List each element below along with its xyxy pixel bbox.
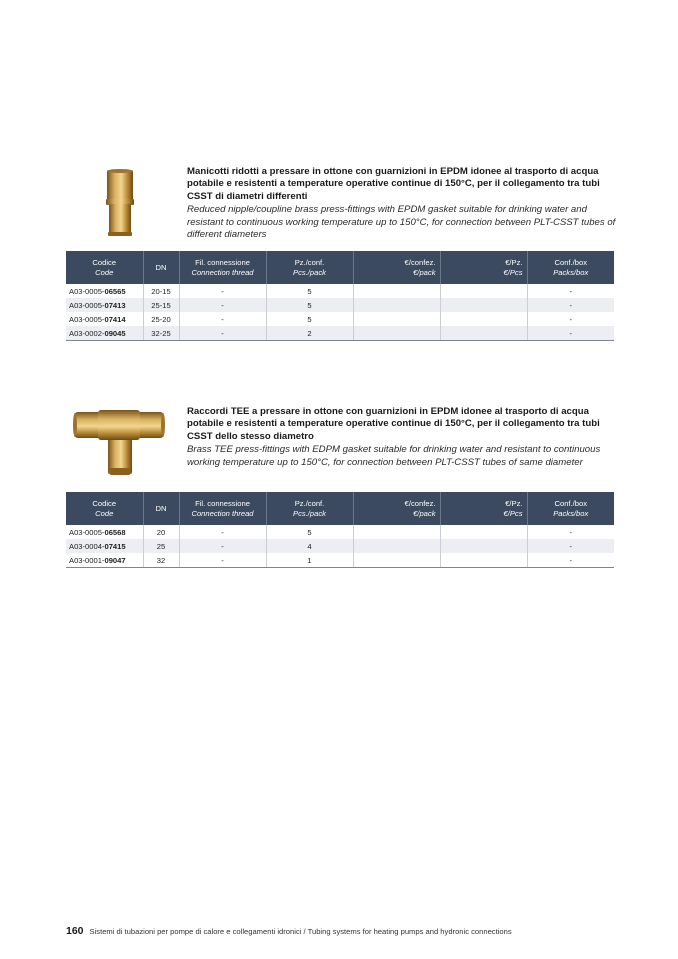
header-code: Codice Code (66, 251, 143, 284)
cell-pcs: 5 (266, 525, 353, 539)
cell-box: - (569, 314, 573, 324)
cell-code: A03-0004-07415 (66, 539, 143, 553)
cell-pcs: 2 (266, 326, 353, 341)
description-english: Reduced nipple/coupline brass press-fittings with EPDM gasket suitable for drinking water and resistant to continuous working temperature up to 150°C, for connection between PLT-CSST tubes of different diameters (187, 204, 616, 241)
cell-code: A03-0005-07414 (66, 312, 143, 326)
cell-box: - (569, 286, 573, 296)
cell-box: - (527, 539, 614, 553)
cell-thread: - (179, 284, 266, 298)
product-table (66, 492, 614, 568)
header-price-pack: €/confez. €/pack (353, 492, 440, 525)
cell-thread: - (179, 326, 266, 341)
cell-pcs: 5 (266, 298, 353, 312)
header-code: Codice Code (66, 492, 143, 525)
cell-price-pcs (440, 298, 527, 312)
cell-pcs: 4 (266, 539, 353, 553)
header-packs-box: Conf./box Packs/box (527, 492, 614, 525)
cell-code: A03-0005-07413 (66, 298, 143, 312)
header-pcs-pack: Pz./conf. Pcs./pack (266, 492, 353, 525)
header-packs-box: Conf./box Packs/box (527, 251, 614, 284)
cell-code: A03-0005-06568 (66, 525, 143, 539)
cell-thread: - (179, 553, 266, 568)
cell-thread: - (179, 539, 266, 553)
table-row (66, 326, 614, 341)
table-row (66, 284, 614, 298)
table-row (66, 298, 614, 312)
header-price-pack: €/confez. €/pack (353, 251, 440, 284)
description-italian: Manicotti ridotti a pressare in ottone con guarnizioni in EPDM idonee al trasporto di acqua potabile e resistenti a temperature operative continue di 150°C, per il collegamento tra tubi CSST di diametri differenti (187, 166, 600, 202)
cell-price-pcs (440, 525, 527, 539)
table-row (66, 553, 614, 568)
cell-box: - (527, 553, 614, 568)
cell-dn: 25 (143, 539, 179, 553)
table-row (66, 312, 614, 326)
cell-thread: - (179, 298, 266, 312)
cell-code: A03-0005-06565 (66, 284, 143, 298)
header-price-pcs: €/Pz. €/Pcs (440, 251, 527, 284)
cell-dn: 32 (143, 553, 179, 568)
cell-price-pcs (440, 312, 527, 326)
cell-price-pack (353, 525, 440, 539)
product-description (187, 166, 617, 241)
cell-price-pcs (440, 553, 527, 568)
product-table (66, 251, 614, 341)
description-english: Brass TEE press-fittings with EDPM gasket suitable for drinking water and resistant to continuous working temperature up to 150°C, for connection between PLT-CSST tubes of same diameter (187, 444, 601, 468)
cell-code: A03-0001-09047 (66, 553, 143, 568)
cell-price-pack (353, 553, 440, 568)
cell-price-pack (353, 539, 440, 553)
header-pcs-pack: Pz./conf. Pcs./pack (266, 251, 353, 284)
cell-box: - (569, 527, 573, 537)
cell-pcs: 5 (266, 284, 353, 298)
cell-thread: - (179, 525, 266, 539)
header-price-pcs: €/Pz. €/Pcs (440, 492, 527, 525)
cell-box: - (527, 298, 614, 312)
cell-thread: - (179, 312, 266, 326)
table-row (66, 539, 614, 553)
table-header-row (66, 492, 614, 525)
cell-price-pcs (440, 326, 527, 341)
cell-pcs: 1 (266, 553, 353, 568)
header-dn: DN (143, 251, 179, 284)
reduced-nipple-image (100, 168, 140, 240)
cell-price-pcs (440, 539, 527, 553)
cell-code: A03-0002-09045 (66, 326, 143, 341)
cell-dn: 20 (143, 525, 179, 539)
tee-fitting-image (72, 406, 166, 478)
cell-dn: 25-20 (143, 312, 179, 326)
footer-text: Sistemi di tubazioni per pompe di calore e collegamenti idronici / Tubing systems for heating pumps and hydronic connections (89, 927, 512, 936)
cell-pcs: 5 (266, 312, 353, 326)
cell-box: - (527, 326, 614, 341)
cell-dn: 25-15 (143, 298, 179, 312)
header-dn: DN (143, 492, 179, 525)
page-footer (66, 925, 512, 937)
description-italian: Raccordi TEE a pressare in ottone con guarnizioni in EPDM idonee al trasporto di acqua potabile e resistenti a temperature operative continue di 150°C, per il collegamento tra tubi CSST dello stesso diametro (187, 406, 600, 442)
table-row (66, 525, 614, 539)
cell-dn: 32-25 (143, 326, 179, 341)
product-description (187, 406, 617, 469)
table-header-row (66, 251, 614, 284)
cell-price-pack (353, 326, 440, 341)
cell-price-pcs (440, 284, 527, 298)
header-thread: Fil. connessione Connection thread (179, 492, 266, 525)
cell-price-pack (353, 284, 440, 298)
header-thread: Fil. connessione Connection thread (179, 251, 266, 284)
cell-dn: 20-15 (143, 284, 179, 298)
page-number: 160 (66, 925, 84, 937)
cell-price-pack (353, 298, 440, 312)
cell-price-pack (353, 312, 440, 326)
